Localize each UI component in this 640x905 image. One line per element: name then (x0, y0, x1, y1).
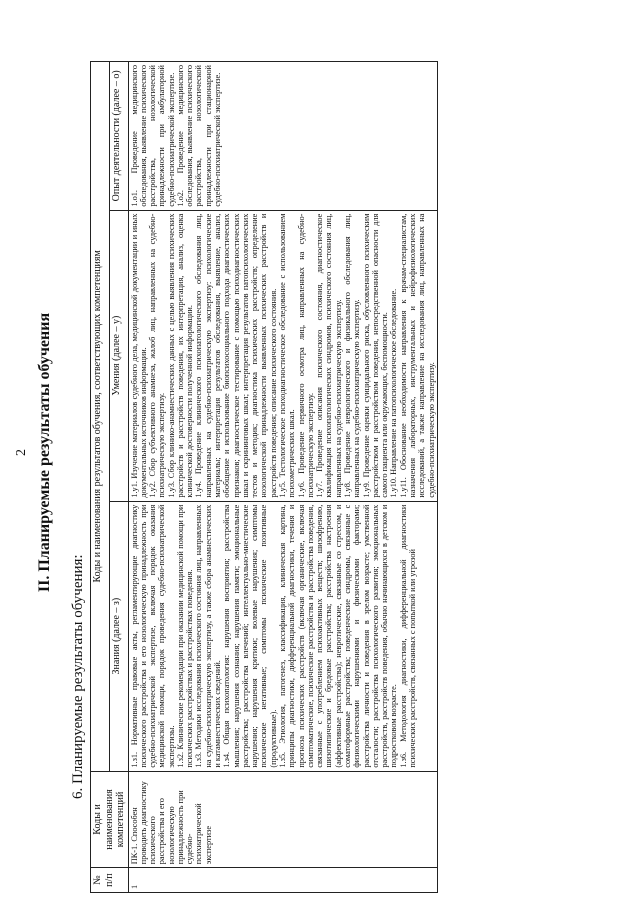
knowledge-item: 1.з4. Общая психопатология: нарушения восприятия; расстройства мышления; нарушения сознания; нарушения памяти; эмоциональные расстройства; расстройства влечений; интеллектуально-мнестические нарушения; нарушения критики; волевые нарушения; симптомы психические негативные; симптомы психические позитивные (продуктивные). (222, 504, 278, 768)
skill-item: 1.у2. Сбор субъективного анамнеза, жалоб лиц, направленных на судебно-психиатрическую экспертизу. (148, 213, 167, 498)
skill-item: 1.у6. Проведение первичного осмотра лиц, направленных на судебно-психиатрическую экспертизу. (296, 213, 315, 498)
knowledge-item: 1.з1. Нормативные правовые акты, регламентирующие диагностику психического расстройства и его нозологическую принадлежность при судебно-психиатрической экспертизе, включая порядок оказания медицинской помощи, порядок проведения судебно-психиатрической экспертизы. (129, 504, 176, 768)
knowledge-item: 1.з2. Клинические рекомендации при оказании медицинской помощи при психических расстройствах и расстройствах поведения. (175, 504, 195, 768)
knowledge-cell (128, 501, 437, 771)
header-num: № п/п (91, 868, 129, 893)
skill-item: 1.у9. Проведение оценки суицидального риска, обусловленного психическим расстройством и расстройством поведения, непосредственной опасности для самого пациента или окружающих, беспомощности. (361, 213, 390, 498)
experience-cell (128, 62, 437, 211)
skill-item: 1.у4. Проведение клинического психопатологического обследования лиц, направленных на судебно-психиатрическую экспертизу: психологические материалы; интерпретация результатов обследования, выявление, анализ, обобщение и использование биопсихосоциального подхода диагностических признаков; диагностическое тестирование с помощью психодиагностических шкал и скрининговых шкал; интерпретация результатов патопсихологических тестов и методик; диагностика психических расстройств; определение нозологической принадлежности выявленных психических расстройств и расстройств поведения; описание психического состояния. (194, 213, 278, 498)
skill-item: 1.у11. Обоснование необходимости направления к врачам-специалистам, назначения лабораторных, инструментальных и нейрофизиологических исследований, а также направление на исследования лиц, направленных на судебно-психиатрическую экспертизу. (398, 213, 436, 498)
skills-cell (128, 210, 437, 501)
knowledge-item: 1.з5. Этиология, патогенез, классификация, клиническая картина, принципы диагностики, дифференциальной диагностики, течения и прогноза психических расстройств (включая органические, включая симптоматические, психические расстройства и расстройства поведения, связанные с употреблением психоактивных веществ; шизофрению, шизотипические и бредовые расстройства; расстройства настроения (аффективные расстройства); невротические, связанные со стрессом, и соматоформные расстройства; поведенческие синдромы, связанные с физиологическими нарушениями и физическими факторами; расстройства личности и поведения в зрелом возрасте; умственной отсталости; расстройства психологического развития; эмоциональных расстройств, расстройств поведения, обычно начинающихся в детском и подростковом возрасте. (278, 504, 399, 768)
skill-item: 1.у3. Сбор клинико-анамнестических данных с целью выявления психических расстройств и расстройств поведения, их интерпретация, анализ, оценка клинической достоверности полученной информации. (166, 213, 195, 498)
section-title: II. Планируемые результаты обучения (36, 312, 53, 593)
experience-item: 1.о1. Проведение медицинского обследования, выявление психического расстройства, нозологической принадлежности при амбулаторной судебно-психиатрической экспертизе. (129, 65, 176, 207)
knowledge-item: 1.з3. Методики исследования психического состояния лиц, направленных на судебно-психиатрическую экспертизу, а также сбора анамнестических и катамнестических сведений. (194, 504, 223, 768)
knowledge-item: 1.з6. Методология диагностики, дифференциальной диагностики психических расстройств, связанных с попыткой или угрозой (398, 504, 417, 768)
table-row (128, 62, 437, 893)
skill-item: 1.у1. Изучение материалов судебного дела, медицинской документации и иных документальных источников информации. (129, 213, 148, 498)
header-group: Коды и наименования результатов обучения, соответствующих компетенциям (91, 62, 110, 772)
subtitle: 6. Планируемые результаты обучения: (70, 554, 86, 799)
header-experience: Опыт деятельности (далее – о) (109, 62, 128, 211)
results-table (90, 61, 438, 893)
skill-item: 1.у10. Направление на патопсихологическое обследование. (389, 288, 399, 498)
header-knowledge: Знания (далее – з) (109, 501, 128, 771)
skill-item: 1.у7. Проведение описания психического состояния, диагностическое квалификация психопатологических синдромов, психического состояния лиц, направленных на судебно-психиатрическую экспертизу. (315, 213, 343, 498)
header-skills: Умения (далее – у) (109, 210, 128, 501)
header-code: Коды и наименования компетенций (91, 771, 129, 868)
skill-item: 1.у5. Тестологическое психодиагностическое обследование с использованием психометрических шкал. (278, 213, 297, 498)
experience-item: 1.о2. Проведение медицинского обследования, выявление психического расстройства, нозологической принадлежности при стационарной судебно-психиатрической экспертизе. (175, 65, 223, 207)
row-code: ПК-1. Способен проводить диагностику психического расстройства и его нозологическую принадлежность при судебно-психиатрической экспертизе (128, 771, 437, 868)
row-num: 1 (128, 868, 437, 893)
page-number: 2 (14, 449, 29, 456)
skill-item: 1.у8. Проведение неврологического и физикального обследования лиц, направленных на судебно-психиатрическую экспертизу. (342, 213, 362, 498)
